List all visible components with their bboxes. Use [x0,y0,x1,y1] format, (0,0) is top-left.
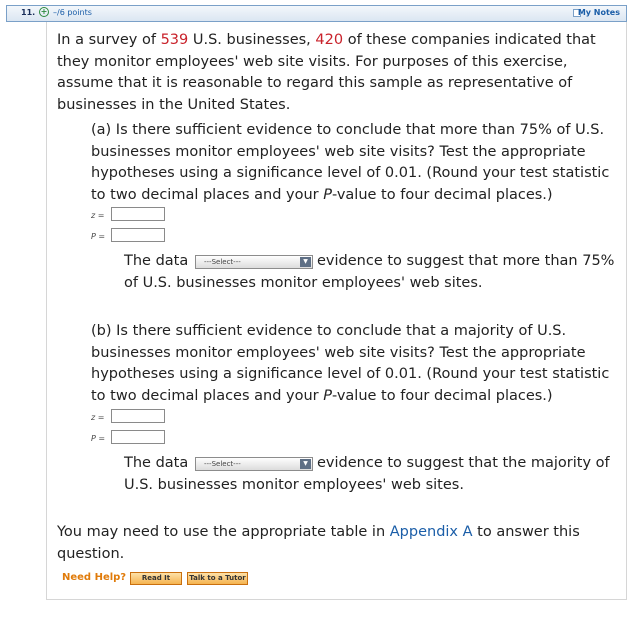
dropdown-arrow-icon: ▼ [300,459,311,469]
monitor-count: 420 [315,32,344,48]
conclusion-b-line-2: U.S. businesses monitor employees' web sites. [124,477,464,493]
part-b-line-2: businesses monitor employees' web site visits? Test the appropriate [91,344,586,361]
part-a-line-1: (a) Is there sufficient evidence to conclude that more than 75% of U.S. [91,122,605,138]
intro-text: In a survey of [57,32,161,48]
part-b-text: -value to four decimal places.) [332,387,553,404]
p-label-b: P = [91,434,106,443]
points-label: –/6 points [53,8,92,17]
conclusion-b-post: evidence to suggest that the majority of [317,455,610,471]
plus-circle-icon[interactable]: + [40,7,48,16]
intro-line-3: assume that it is reasonable to regard this sample as representative of [57,75,573,91]
my-notes-link[interactable]: My Notes [577,8,620,17]
part-a-text: -value to four decimal places.) [332,186,553,203]
part-a-line-2: businesses monitor employees' web site visits? Test the appropriate [91,143,586,160]
question-number: 11. [21,8,36,17]
p-input-a[interactable] [111,228,165,242]
note-text: You may need to use the appropriate table in [57,524,390,540]
select-value: ---Select--- [204,258,241,266]
z-input-b[interactable] [111,409,165,423]
question-header-bar [6,5,627,22]
conclusion-a-post: evidence to suggest that more than 75% [317,253,615,269]
part-b-text: to two decimal places and your [91,387,324,404]
note-text: to answer this [472,524,580,540]
part-b-line-4 [91,386,553,408]
z-label-b: z = [91,413,105,422]
conclusion-b-pre: The data [124,455,189,471]
conclusion-a-pre: The data [124,253,189,269]
p-italic: P [323,186,332,203]
dropdown-arrow-icon: ▼ [300,257,311,267]
select-value: ---Select--- [204,460,241,468]
intro-line-2: they monitor employees' web site visits. For purposes of this exercise, [57,53,568,70]
part-a-line-3: hypotheses using a significance level of 0.01. (Round your test statistic [91,165,610,181]
intro-text: of these companies indicated that [343,32,596,48]
part-b-line-1: (b) Is there sufficient evidence to conclude that a majority of U.S. [91,323,567,339]
intro-line-1 [57,30,596,52]
part-b-line-3: hypotheses using a significance level of 0.01. (Round your test statistic [91,366,610,382]
p-input-b[interactable] [111,430,165,444]
part-a-text: to two decimal places and your [91,186,324,203]
appendix-note-line-1 [57,522,580,544]
p-label-a: P = [91,232,106,241]
conclusion-select-b[interactable] [195,457,313,471]
conclusion-select-a[interactable] [195,255,313,269]
appendix-link[interactable]: Appendix A [389,524,473,540]
intro-line-4: businesses in the United States. [57,96,291,113]
z-input-a[interactable] [111,207,165,221]
intro-text: U.S. businesses, [188,32,316,48]
need-help-label: Need Help? [62,572,127,583]
talk-to-tutor-button[interactable]: Talk to a Tutor [187,572,248,585]
p-italic: P [323,387,332,404]
survey-size: 539 [160,32,189,48]
conclusion-a-line-2: of U.S. businesses monitor employees' web sites. [124,275,483,291]
part-a-line-4 [91,185,553,207]
appendix-note-line-2: question. [57,545,125,562]
z-label-a: z = [91,211,105,220]
read-it-button[interactable]: Read It [130,572,182,585]
